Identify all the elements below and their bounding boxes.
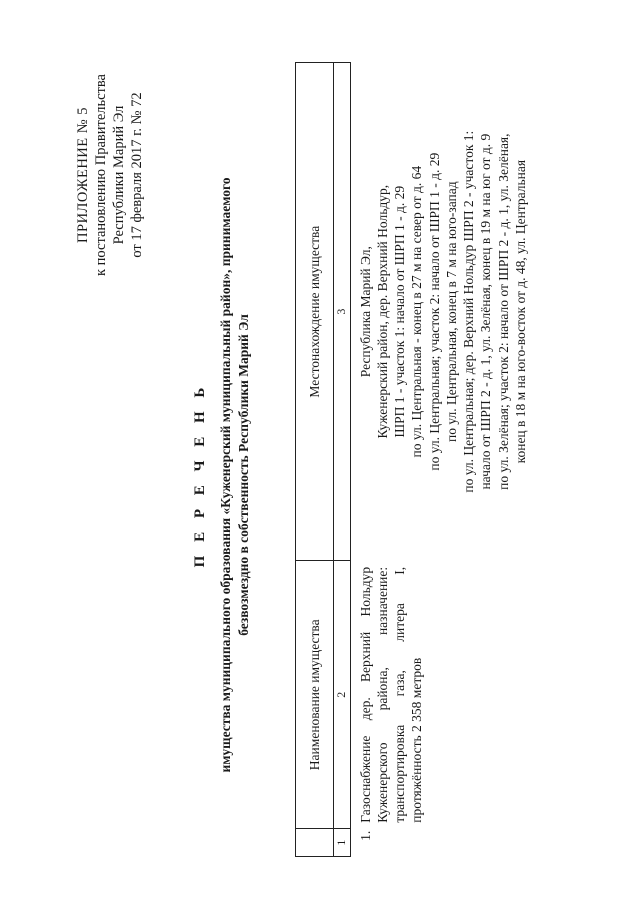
location-line: по ул. Центральная - конец в 27 м на север от д. 64	[409, 165, 425, 458]
location-line: по ул. Центральная; дер. Верхний Нольдур ШРП 2 - участок 1:	[461, 130, 477, 493]
appendix-line-1: к постановлению Правительства	[93, 74, 110, 276]
property-location	[350, 63, 529, 561]
property-table	[295, 62, 529, 857]
column-number-row	[334, 63, 350, 857]
location-line: по ул. Центральная, конец в 7 м на юго-запад	[443, 181, 459, 442]
location-line: ШРП 1 - участок 1: начало от ШРП 1 - д. 29	[392, 185, 408, 438]
location-line: по ул. Зелёная; участок 2: начало от ШРП 2 - д. 1, ул. Зелёная,	[495, 133, 511, 490]
title-line-1: имущества муниципального образования «Куженерский муниципальный район», принимаемого	[218, 177, 233, 773]
header-cell-location: Местонахождение имущества	[296, 63, 334, 561]
column-number-3: 3	[334, 63, 350, 561]
row-number: 1.	[357, 830, 373, 841]
appendix-line-3: от 17 февраля 2017 г. № 72	[129, 92, 146, 258]
table-header-row	[296, 63, 334, 857]
title-word: П Е Р Е Ч Е Н Ь	[192, 382, 208, 568]
appendix-heading: ПРИЛОЖЕНИЕ № 5	[75, 107, 91, 243]
document-title	[192, 125, 252, 825]
location-line: Республика Марий Эл,	[357, 246, 373, 378]
appendix-line-2: Республики Марий Эл	[111, 105, 128, 245]
column-number-2: 2	[334, 561, 350, 829]
column-number-1: 1	[334, 829, 350, 857]
location-line: конец в 18 м на юго-восток от д. 48, ул. Центральная	[513, 159, 529, 464]
document-page	[40, 20, 600, 885]
appendix-block	[74, 30, 147, 320]
location-line: начало от ШРП 2 - д. 1, ул. Зелёная, конец в 19 м на юг от д. 9	[478, 133, 494, 490]
location-line: по ул. Центральная; участок 2: начало от ШРП 1 - д. 29	[426, 152, 442, 471]
location-line: Куженерский район, дер. Верхний Нольдур,	[374, 184, 390, 439]
header-cell-name: Наименование имущества	[296, 561, 334, 829]
header-cell-number	[296, 829, 334, 857]
table-row	[350, 63, 529, 857]
title-line-2: безвозмездно в собственность Республики Марий Эл	[235, 314, 251, 636]
property-name: Газоснабжение дер. Верхний Нольдур Куженерского района, назначение: транспортировка газа, литера I, протяжённость 2 358 метров	[357, 566, 425, 823]
